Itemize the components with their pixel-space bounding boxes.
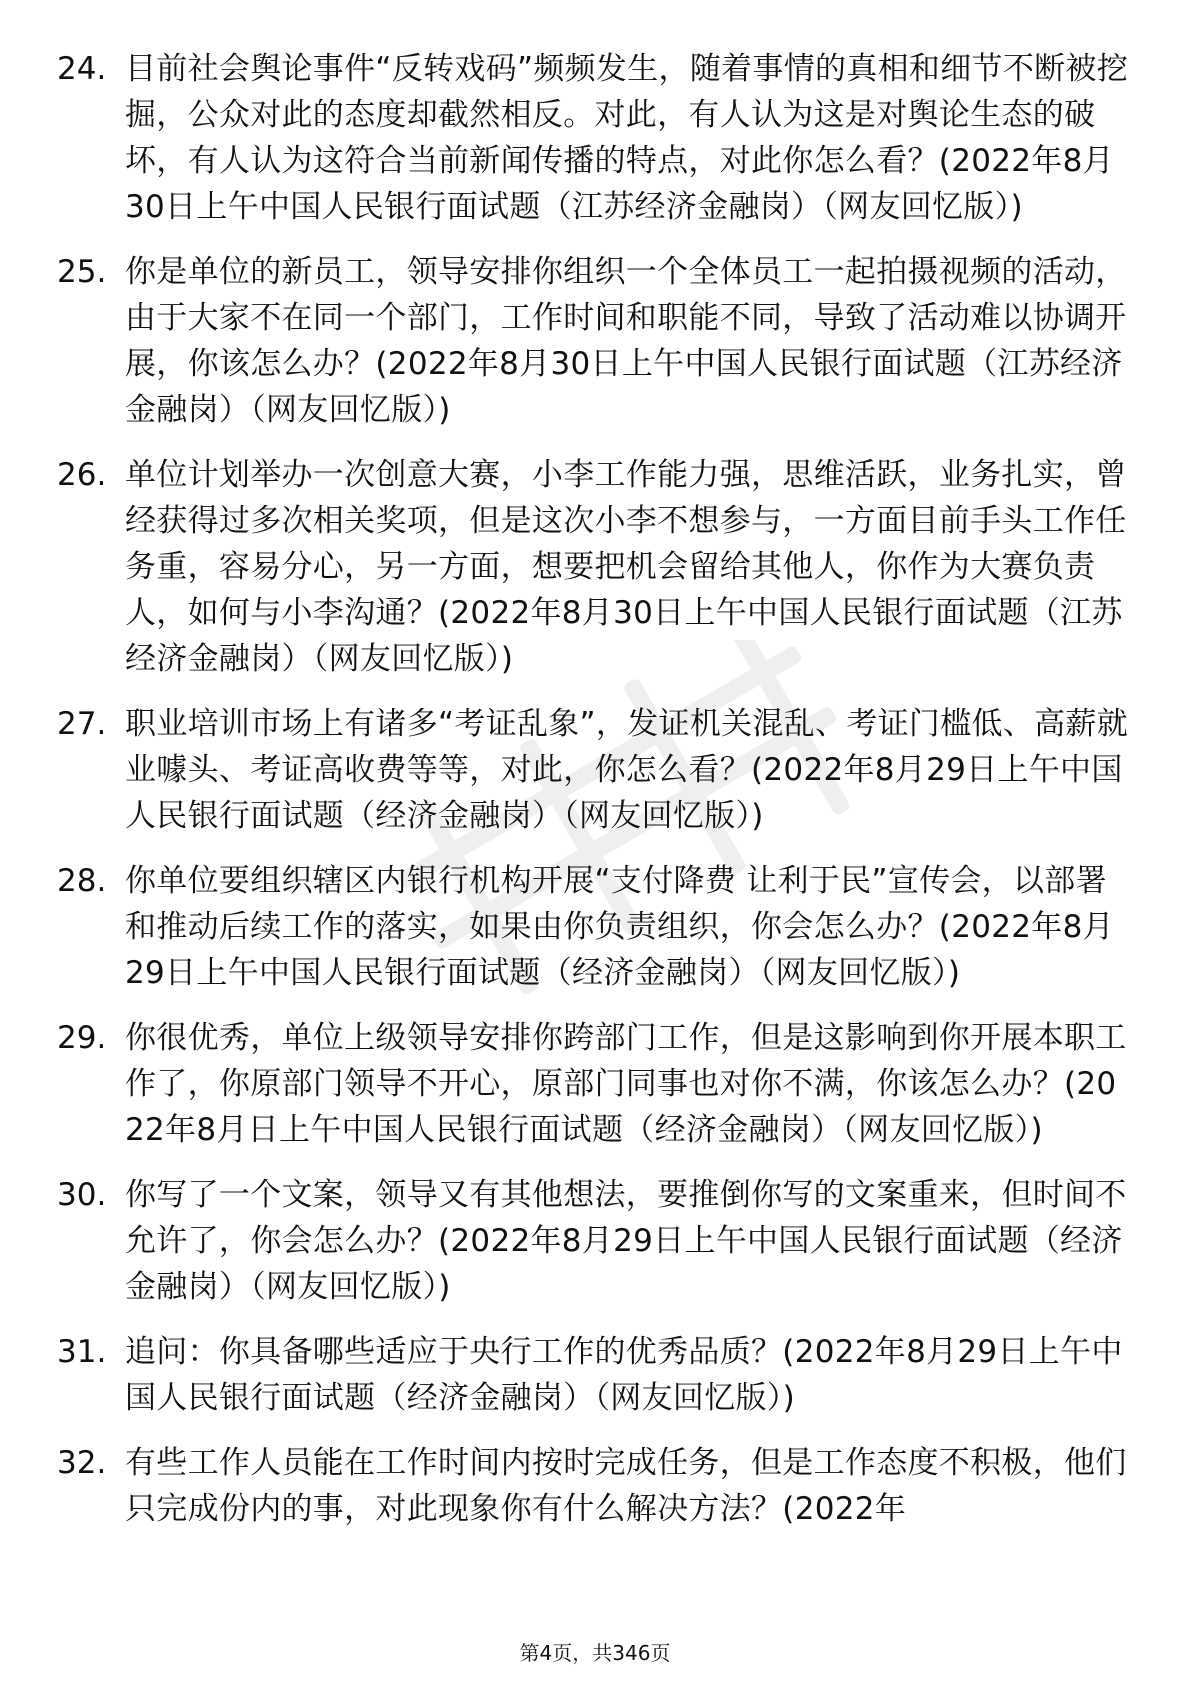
question-text: 职业培训市场上有诸多“考证乱象”，发证机关混乱、考证门槛低、高薪就业噱头、考证高收费等等，对此，你怎么看？(2022年8月29日上午中国人民银行面试题（经济金融岗）（网友回忆版）)	[125, 706, 1129, 834]
question-item	[57, 701, 1137, 839]
question-number: 32.	[57, 1445, 107, 1481]
question-item	[57, 858, 1137, 996]
question-item	[57, 1329, 1137, 1421]
question-text: 追问：你具备哪些适应于央行工作的优秀品质？(2022年8月29日上午中国人民银行面试题（经济金融岗）（网友回忆版）)	[125, 1334, 1123, 1416]
question-item	[57, 1015, 1137, 1153]
question-number: 25.	[57, 254, 107, 290]
question-item	[57, 46, 1137, 230]
question-number: 29.	[57, 1020, 107, 1056]
question-number: 30.	[57, 1177, 107, 1213]
question-text: 单位计划举办一次创意大赛，小李工作能力强，思维活跃，业务扎实，曾经获得过多次相关奖项，但是这次小李不想参与，一方面目前手头工作任务重，容易分心，另一方面，想要把机会留给其他人，你作为大赛负责人，如何与小李沟通？(2022年8月30日上午中国人民银行面试题（江苏经济金融岗）（网友回忆版）)	[125, 457, 1127, 677]
question-item	[57, 1440, 1137, 1532]
page-footer	[0, 1637, 1190, 1666]
question-number: 27.	[57, 706, 107, 742]
question-number: 26.	[57, 457, 107, 493]
question-text: 你写了一个文案，领导又有其他想法，要推倒你写的文案重来，但时间不允许了，你会怎么办？(2022年8月29日上午中国人民银行面试题（经济金融岗）（网友回忆版）)	[125, 1177, 1127, 1305]
question-item	[57, 249, 1137, 433]
question-list	[57, 46, 1137, 1551]
question-number: 28.	[57, 863, 107, 899]
question-text: 有些工作人员能在工作时间内按时完成任务，但是工作态度不积极，他们只完成份内的事，对此现象你有什么解决方法？(2022年	[125, 1445, 1127, 1527]
question-item	[57, 1172, 1137, 1310]
question-text: 你是单位的新员工，领导安排你组织一个全体员工一起拍摄视频的活动，由于大家不在同一个部门，工作时间和职能不同，导致了活动难以协调开展，你该怎么办？(2022年8月30日上午中国人民银行面试题（江苏经济金融岗）（网友回忆版）)	[125, 254, 1127, 428]
question-text: 你很优秀，单位上级领导安排你跨部门工作，但是这影响到你开展本职工作了，你原部门领导不开心，原部门同事也对你不满，你该怎么办？(2022年8月日上午中国人民银行面试题（经济金融岗）（网友回忆版）)	[125, 1020, 1127, 1148]
question-text: 目前社会舆论事件“反转戏码”频频发生，随着事情的真相和细节不断被挖掘，公众对此的态度却截然相反。对此，有人认为这是对舆论生态的破坏，有人认为这符合当前新闻传播的特点，对此你怎么看？(2022年8月30日上午中国人民银行面试题（江苏经济金融岗）（网友回忆版）)	[125, 51, 1129, 225]
question-item	[57, 452, 1137, 682]
question-number: 24.	[57, 51, 107, 87]
question-number: 31.	[57, 1334, 107, 1370]
page-number-label: 第4页，共346页	[519, 1641, 671, 1665]
question-text: 你单位要组织辖区内银行机构开展“支付降费 让利于民”宣传会，以部署和推动后续工作的落实，如果由你负责组织，你会怎么办？(2022年8月29日上午中国人民银行面试题（经济金融岗）（网友回忆版）)	[125, 863, 1114, 991]
